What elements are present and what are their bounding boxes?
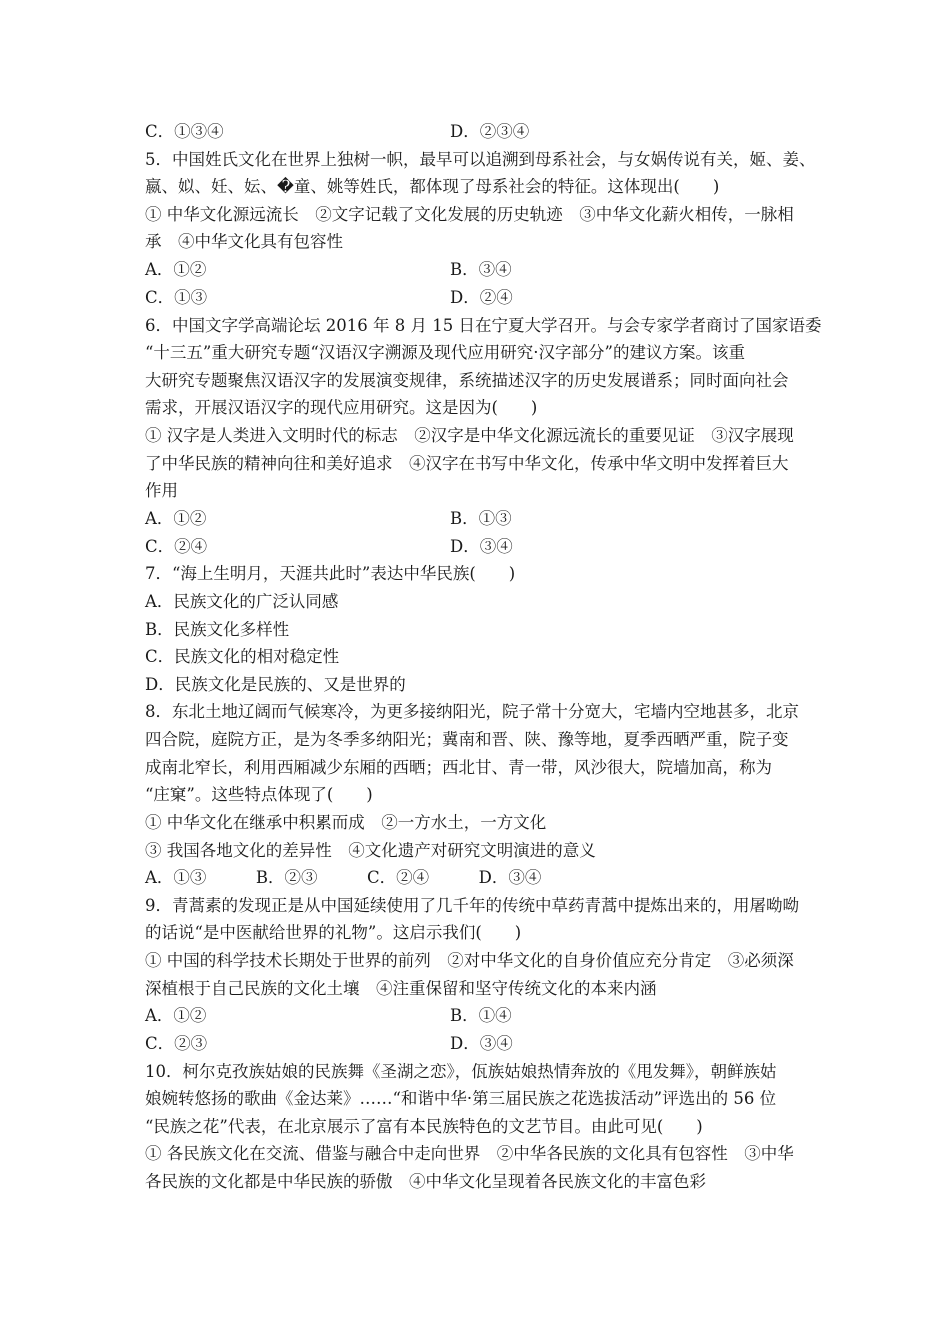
q6-stem-line: “十三五”重大研究专题“汉语汉字溯源及现代应用研究·汉字部分”的建议方案。该重 xyxy=(145,343,745,362)
q5-option-b: B．③④ xyxy=(450,260,512,279)
q6-option-c: C．②④ xyxy=(145,537,208,556)
q9-options-row-ab xyxy=(145,1005,825,1027)
q7-option-d: D．民族文化是民族的、又是世界的 xyxy=(145,675,406,694)
q6-statement-line: 了中华民族的精神向往和美好追求 ④汉字在书写中华文化，传承中华文明中发挥着巨大 xyxy=(145,454,789,473)
q8-stem-line: “庄窠”。这些特点体现了( ) xyxy=(145,785,373,804)
q7-option-c: C．民族文化的相对稳定性 xyxy=(145,647,340,666)
q6-statement-line: ① 汉字是人类进入文明时代的标志 ②汉字是中华文化源远流长的重要见证 ③汉字展现 xyxy=(145,426,794,445)
q10-stem-line: 娘婉转悠扬的歌曲《金达莱》……“和谐中华·第三届民族之花选拔活动”评选出的 56 位 xyxy=(145,1089,777,1108)
q8-stem-line: 四合院，庭院方正，是为冬季多纳阳光；冀南和晋、陕、豫等地，夏季西晒严重，院子变 xyxy=(145,730,789,749)
q10-statement-line: ① 各民族文化在交流、借鉴与融合中走向世界 ②中华各民族的文化具有包容性 ③中华 xyxy=(145,1144,794,1163)
q5-option-d: D．②④ xyxy=(450,288,513,307)
q9-stem-line: 的话说“是中医献给世界的礼物”。这启示我们( ) xyxy=(145,923,522,942)
q6-statement-line: 作用 xyxy=(145,481,178,500)
q9-option-a: A．①② xyxy=(145,1006,207,1025)
q9-options-row-cd xyxy=(145,1033,825,1055)
q10-stem-line: 10．柯尔克孜族姑娘的民族舞《圣湖之恋》，佤族姑娘热情奔放的《甩发舞》，朝鲜族姑 xyxy=(145,1062,777,1081)
q6-stem-line: 6．中国文字学高端论坛 2016 年 8 月 15 日在宁夏大学召开。与会专家学者商讨了国家语委 xyxy=(145,316,822,335)
q8-statement-line: ③ 我国各地文化的差异性 ④文化遗产对研究文明演进的意义 xyxy=(145,841,596,860)
q5-stem-line: 嬴、姒、妊、妘、�童、姚等姓氏，都体现了母系社会的特征。这体现出( ) xyxy=(145,177,720,196)
q5-statement-line: 承 ④中华文化具有包容性 xyxy=(145,232,343,251)
q8-options-row: A．①③ B．②③ C．②④ D．③④ xyxy=(145,868,542,887)
q6-stem-line: 大研究专题聚焦汉语汉字的发展演变规律，系统描述汉字的历史发展谱系；同时面向社会 xyxy=(145,371,789,390)
q5-statement-line: ① 中华文化源远流长 ②文字记载了文化发展的历史轨迹 ③中华文化薪火相传，一脉相 xyxy=(145,205,794,224)
q4-option-d: D．②③④ xyxy=(450,122,530,141)
q6-option-d: D．③④ xyxy=(450,537,513,556)
q4-options-row-cd xyxy=(145,121,825,143)
q9-stem-line: 9．青蒿素的发现正是从中国延续使用了几千年的传统中草药青蒿中提炼出来的，用屠呦呦 xyxy=(145,896,799,915)
q6-stem-line: 需求，开展汉语汉字的现代应用研究。这是因为( ) xyxy=(145,398,538,417)
q7-stem-line: 7．“海上生明月，天涯共此时”表达中华民族( ) xyxy=(145,564,516,583)
q9-option-d: D．③④ xyxy=(450,1034,513,1053)
q4-option-c: C．①③④ xyxy=(145,122,224,141)
q6-options-row-ab xyxy=(145,508,825,530)
q8-statement-line: ① 中华文化在继承中积累而成 ②一方水土，一方文化 xyxy=(145,813,547,832)
q5-options-row-cd xyxy=(145,287,825,309)
q7-option-a: A．民族文化的广泛认同感 xyxy=(145,592,339,611)
q6-option-b: B．①③ xyxy=(450,509,512,528)
q9-option-b: B．①④ xyxy=(450,1006,512,1025)
q5-option-c: C．①③ xyxy=(145,288,208,307)
q10-stem-line: “民族之花”代表，在北京展示了富有本民族特色的文艺节目。由此可见( ) xyxy=(145,1117,703,1136)
q5-option-a: A．①② xyxy=(145,260,207,279)
q5-options-row-ab xyxy=(145,259,825,281)
q5-stem-line: 5．中国姓氏文化在世界上独树一帜，最早可以追溯到母系社会，与女娲传说有关，姬、姜、 xyxy=(145,150,816,169)
q6-options-row-cd xyxy=(145,536,825,558)
q9-option-c: C．②③ xyxy=(145,1034,208,1053)
q8-stem-line: 成南北窄长，利用西厢减少东厢的西晒；西北甘、青一带，风沙很大，院墙加高，称为 xyxy=(145,758,772,777)
q10-statement-line: 各民族的文化都是中华民族的骄傲 ④中华文化呈现着各民族文化的丰富色彩 xyxy=(145,1172,706,1191)
q7-option-b: B．民族文化多样性 xyxy=(145,620,290,639)
q9-statement-line: 深植根于自己民族的文化土壤 ④注重保留和坚守传统文化的本来内涵 xyxy=(145,979,657,998)
q9-statement-line: ① 中国的科学技术长期处于世界的前列 ②对中华文化的自身价值应充分肯定 ③必须深 xyxy=(145,951,794,970)
q6-option-a: A．①② xyxy=(145,509,207,528)
q8-stem-line: 8．东北土地辽阔而气候寒冷，为更多接纳阳光，院子常十分宽大，宅墙内空地甚多，北京 xyxy=(145,702,799,721)
